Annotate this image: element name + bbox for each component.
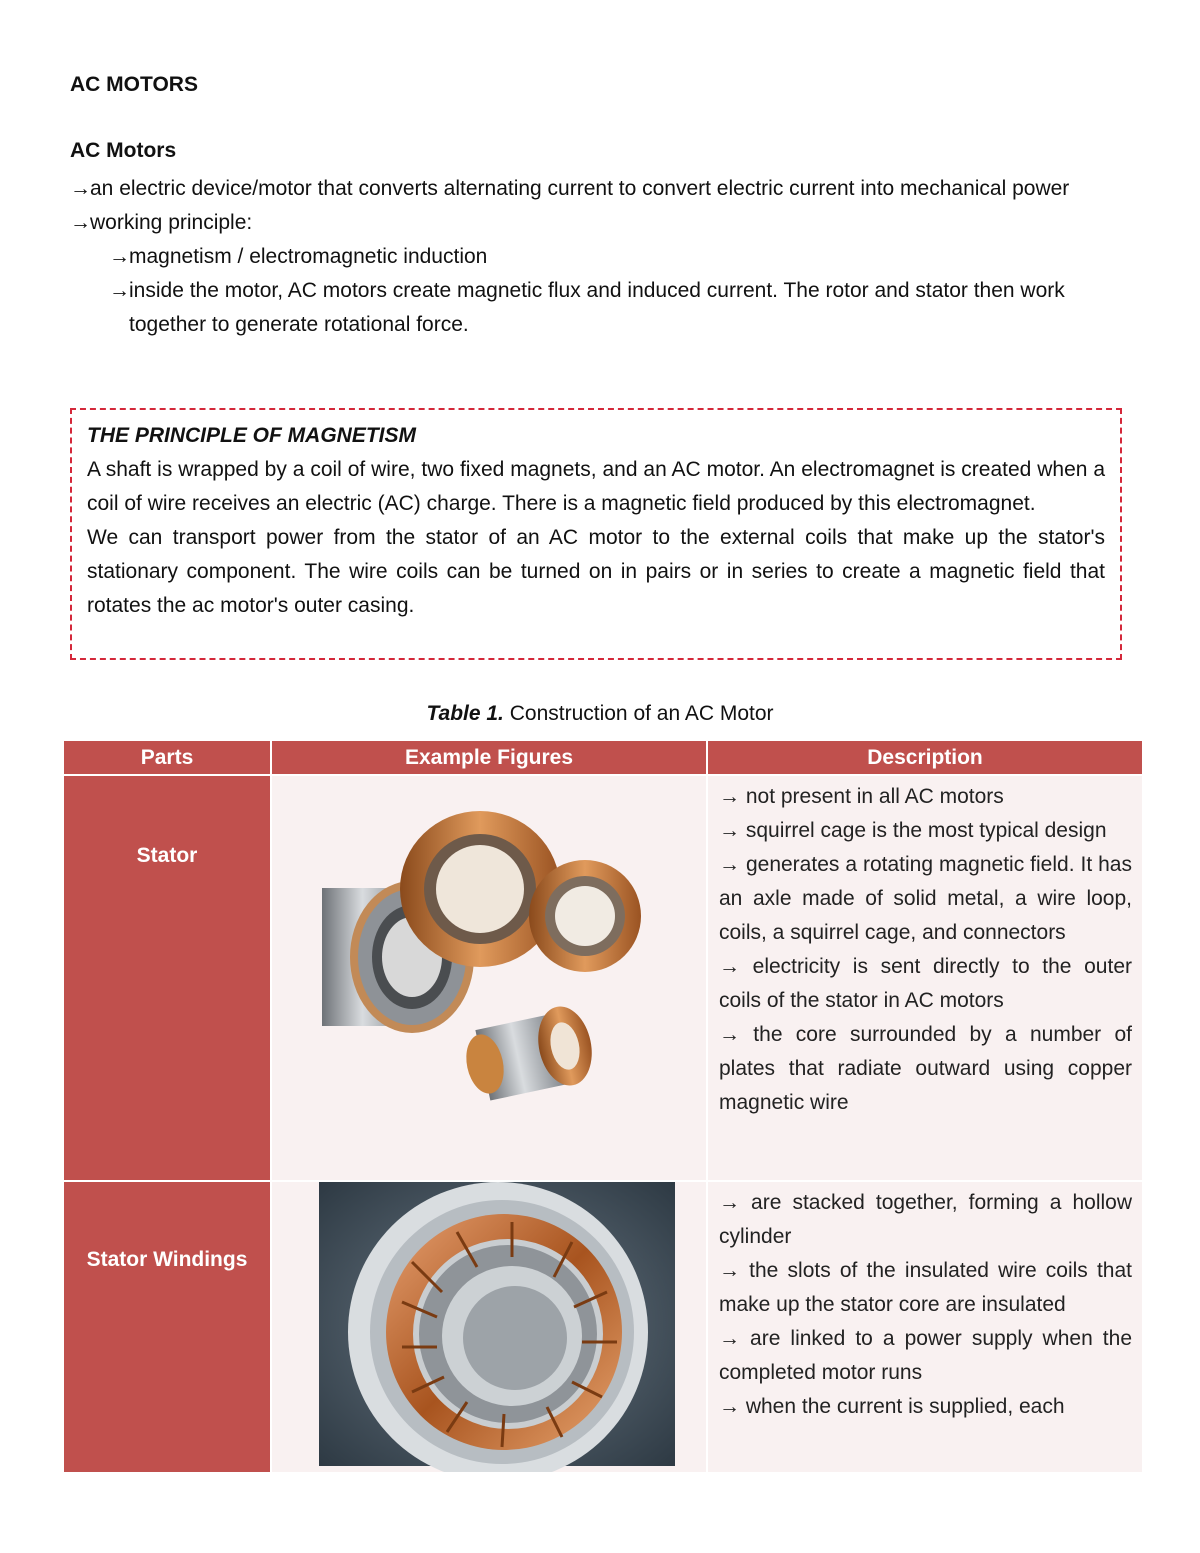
part-cell <box>63 1181 271 1473</box>
table-row <box>63 1181 1143 1473</box>
description-line: → squirrel cage is the most typical design <box>719 819 1107 842</box>
document-title: AC MOTORS <box>70 73 198 96</box>
stator-windings-figure <box>272 1182 706 1472</box>
description-line: → the slots of the insulated wire coils that make up the stator core are insulated <box>719 1259 1132 1316</box>
bullet-inside-motor <box>70 274 1140 342</box>
bullet-magnetism <box>70 240 1140 274</box>
bullet-definition <box>70 172 1140 206</box>
stator-windings-image <box>272 1182 704 1472</box>
stator-figure <box>272 776 706 1180</box>
bullet-text: working principle: <box>90 211 253 234</box>
table-row <box>63 775 1143 1181</box>
arrow-icon: → <box>70 177 91 200</box>
bullet-text: an electric device/motor that converts alternating current to convert electric current into mechanical power <box>90 177 1070 200</box>
description-cell <box>707 775 1143 1181</box>
description-line: → are linked to a power supply when the completed motor runs <box>719 1327 1132 1384</box>
bullet-text: magnetism / electromagnetic induction <box>129 245 488 268</box>
callout-title: THE PRINCIPLE OF MAGNETISM <box>87 424 417 447</box>
table-caption <box>0 702 1200 726</box>
description-line: → electricity is sent directly to the outer coils of the stator in AC motors <box>719 955 1132 1012</box>
header-example-figures: Example Figures <box>271 740 707 775</box>
arrow-icon: → <box>109 279 130 302</box>
callout-paragraph: A shaft is wrapped by a coil of wire, two fixed magnets, and an AC motor. An electromagnet is created when a coil of wire receives an electric (AC) charge. There is a magnetic field produced by this electromagnet. <box>87 458 1105 515</box>
table-header-row <box>63 740 1143 775</box>
section-title: AC Motors <box>70 139 177 162</box>
part-name: Stator <box>136 844 198 867</box>
definition-bullets <box>70 172 1140 342</box>
caption-text: Construction of an AC Motor <box>503 702 774 725</box>
description-line: → are stacked together, forming a hollow cylinder <box>719 1191 1132 1248</box>
figure-cell <box>271 775 707 1181</box>
caption-label: Table 1. <box>426 702 504 725</box>
magnetism-callout-box <box>70 408 1122 660</box>
figure-cell <box>271 1181 707 1473</box>
description-line: → when the current is supplied, each <box>719 1395 1065 1418</box>
header-parts: Parts <box>63 740 271 775</box>
part-name: Stator Windings <box>86 1248 248 1271</box>
bullet-working-principle <box>70 206 1140 240</box>
arrow-icon: → <box>70 211 91 234</box>
arrow-icon: → <box>109 245 130 268</box>
part-cell <box>63 775 271 1181</box>
bullet-text: inside the motor, AC motors create magnetic flux and induced current. The rotor and stator then work together to generate rotational force. <box>129 279 1065 336</box>
description-line: → generates a rotating magnetic field. It has an axle made of solid metal, a wire loop, coils, a squirrel cage, and connectors <box>719 853 1132 944</box>
description-cell <box>707 1181 1143 1473</box>
stator-image <box>272 776 704 1180</box>
description-line: → the core surrounded by a number of plates that radiate outward using copper magnetic wire <box>719 1023 1132 1114</box>
header-description: Description <box>707 740 1143 775</box>
description-line: → not present in all AC motors <box>719 785 1004 808</box>
construction-table <box>62 739 1144 1474</box>
callout-paragraph: We can transport power from the stator of an AC motor to the external coils that make up the stator's stationary component. The wire coils can be turned on in pairs or in series to create a magnetic field that rotates the ac motor's outer casing. <box>87 526 1105 617</box>
